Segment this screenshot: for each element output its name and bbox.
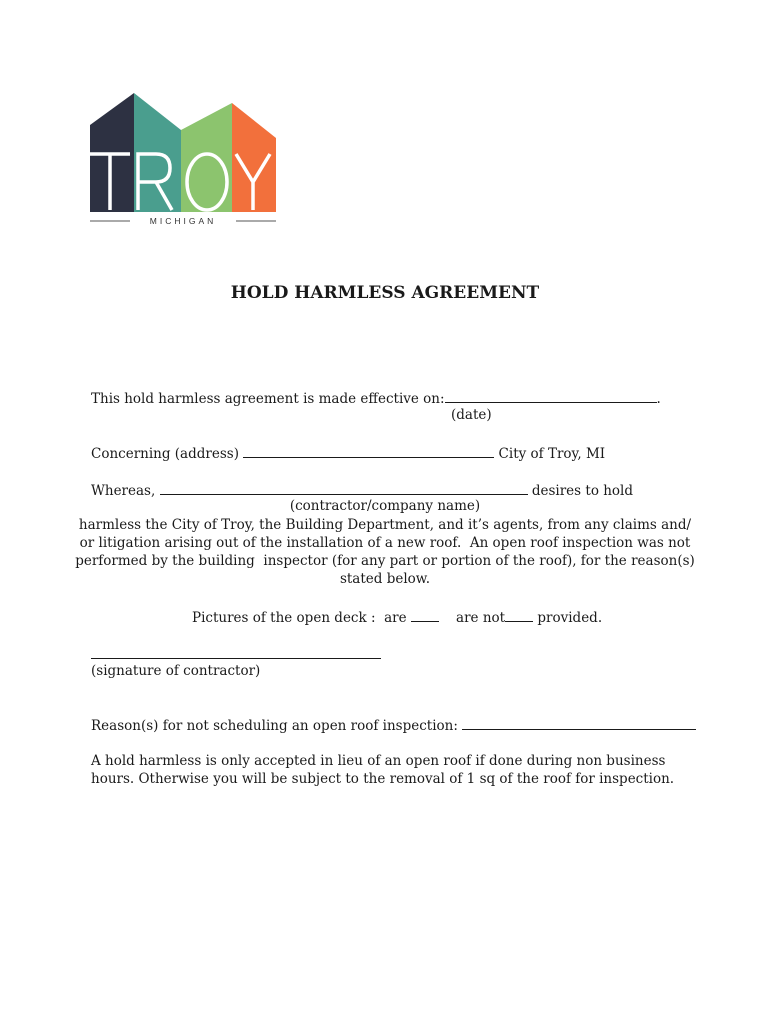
reason-line [91,716,696,734]
document-title: HOLD HARMLESS AGREEMENT [230,283,540,303]
concerning-line [91,444,605,462]
effective-date-blank[interactable] [445,389,657,403]
whereas-suffix: desires to hold [527,483,634,499]
notice-line-1: A hold harmless is only accepted in lieu of an open roof if done during non business [91,753,666,769]
reason-label: Reason(s) for not scheduling an open roof inspection: [91,718,463,734]
pictures-are-not-blank[interactable] [505,608,533,622]
effective-date-line [91,389,661,407]
effective-date-prefix: This hold harmless agreement is made effective on: [91,391,445,407]
concerning-prefix: Concerning (address) [91,446,244,462]
logo-subtext: MICHIGAN [149,216,217,226]
whereas-body-line-4: stated below. [339,571,431,587]
date-caption: (date) [451,407,492,423]
concerning-suffix: City of Troy, MI [494,446,606,462]
whereas-body-line-1: harmless the City of Troy, the Building Department, and it’s agents, from any claims and/ [78,517,692,533]
pictures-are-blank[interactable] [411,608,439,622]
notice-line-2: hours. Otherwise you will be subject to the removal of 1 sq of the roof for inspection. [91,771,675,787]
signature-blank[interactable] [91,658,381,659]
pictures-middle: are not [438,610,506,626]
whereas-line [91,481,633,499]
troy-michigan-logo [86,90,281,230]
whereas-prefix: Whereas, [91,483,160,499]
pictures-suffix: provided. [533,610,603,626]
whereas-body-line-2: or litigation arising out of the installation of a new roof. An open roof inspection was not [79,535,691,551]
address-blank[interactable] [243,444,494,458]
pictures-line [192,608,602,626]
troy-logo-graphic [86,90,281,230]
signature-caption: (signature of contractor) [91,663,261,679]
effective-date-suffix: . [656,391,661,407]
pictures-prefix: Pictures of the open deck : are [192,610,411,626]
whereas-body-line-3: performed by the building inspector (for any part or portion of the roof), for the reason(s) [75,553,695,569]
contractor-name-blank[interactable] [160,481,528,495]
contractor-caption: (contractor/company name) [289,498,481,514]
reason-blank[interactable] [462,716,696,730]
